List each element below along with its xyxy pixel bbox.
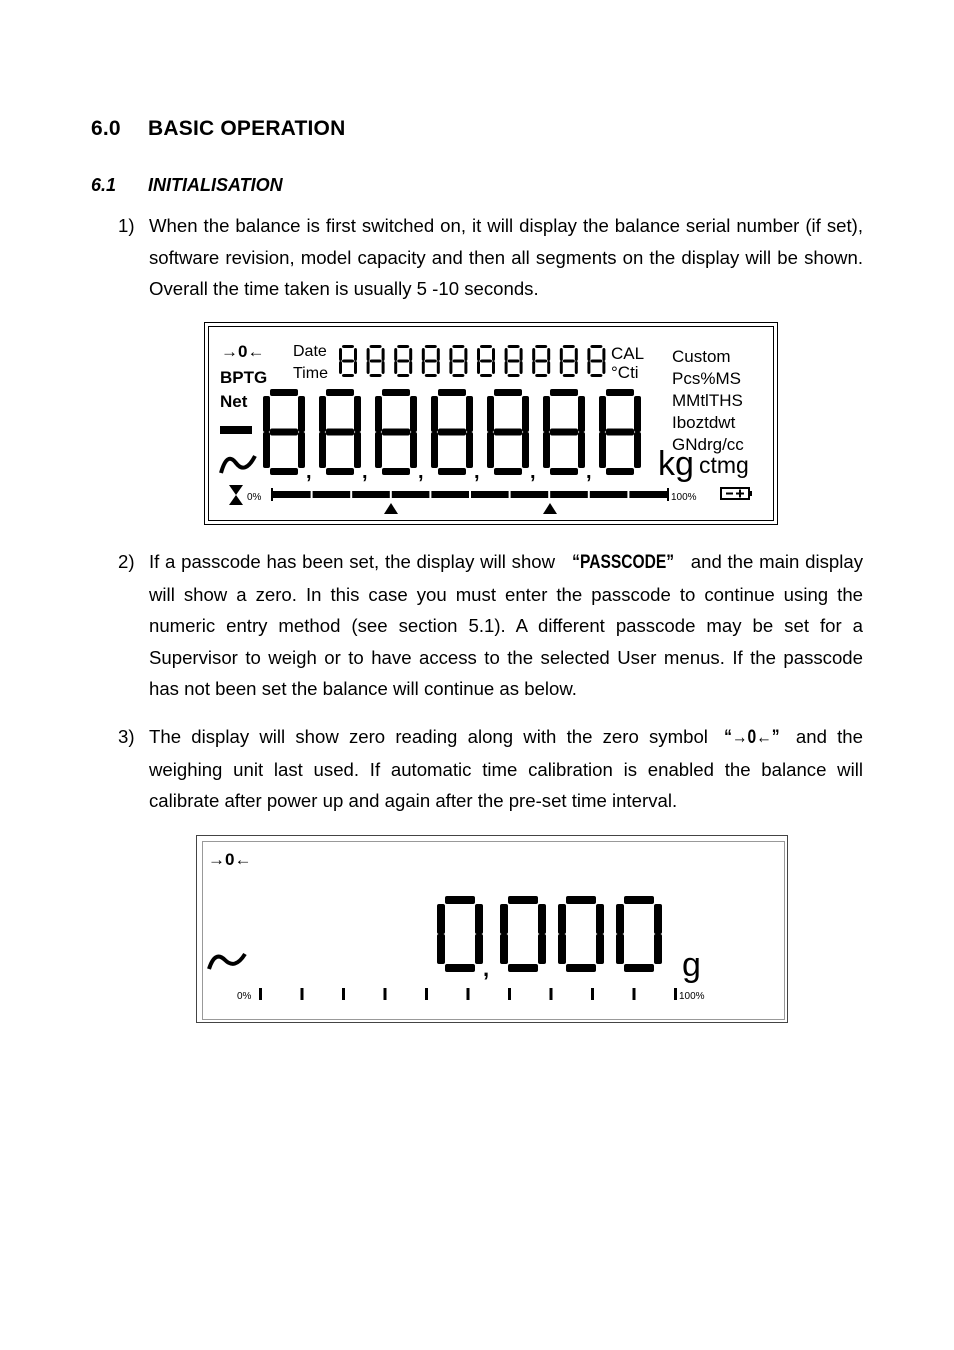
lcd-cti-label: °Cti (611, 363, 639, 382)
capacity-bar-tick (627, 488, 629, 501)
lcd-small-digit-8 (422, 345, 440, 377)
capacity-bar-ticks (259, 988, 677, 1000)
capacity-bar-tick (548, 488, 550, 501)
capacity-bar-tick (633, 988, 636, 1000)
capacity-bar-tick (301, 988, 304, 1000)
lcd-comma-mark: , (418, 461, 424, 483)
lcd-net-label: Net (220, 392, 248, 411)
list-item-text: If a passcode has been set, the display will show “PASSCODE” and the main display will show a zero. In this case you must enter the passcode to continue using the numeric entry method (see section 5.1). A different passcode may be set for a Supervisor to weigh or to have access to the selected User menus. If the passcode has not been set the balance will continue as below. (149, 546, 863, 705)
subsection-heading (91, 175, 283, 196)
lcd-small-digit-8 (394, 345, 412, 377)
stable-indicator-icon (209, 954, 245, 969)
lcd-zero-digit (558, 896, 604, 972)
lcd-unit-kg: kg (658, 445, 694, 483)
lcd-small-digit-8 (587, 345, 605, 377)
capacity-bar-tick (429, 488, 431, 501)
subsection-title: INITIALISATION (148, 175, 283, 195)
lcd-all-segments-figure (204, 322, 778, 525)
capacity-bar-tick (674, 988, 677, 1000)
lcd-pct100-label: 100% (671, 492, 697, 503)
lcd-small-digit-8 (449, 345, 467, 377)
lcd-small-digits (339, 345, 605, 377)
lcd-zero-reading-figure (196, 835, 788, 1023)
capacity-bar-tick (588, 488, 590, 501)
section-title: BASIC OPERATION (148, 117, 346, 140)
capacity-bar-tick (550, 988, 553, 1000)
subsection-number: 6.1 (91, 175, 117, 195)
lcd-comma-mark: , (586, 461, 592, 483)
capacity-bar-tick (667, 488, 669, 501)
lcd-decimal-comma: , (483, 956, 490, 981)
capacity-bar-tick (384, 988, 387, 1000)
lcd-zero-digit (616, 896, 662, 972)
list-item-3 (118, 721, 863, 817)
capacity-bar-tick (342, 988, 345, 1000)
lcd-main-digit-8 (375, 389, 417, 475)
capacity-bar-tick (259, 988, 262, 1000)
lcd-small-digit-8 (505, 345, 523, 377)
lcd-comma-mark: , (474, 461, 480, 483)
passcode-emphasis: “PASSCODE” (571, 552, 674, 573)
lcd-minus-sign (220, 426, 252, 434)
section-heading (91, 117, 345, 141)
lcd-zero-symbol: →0← (221, 342, 265, 361)
lcd-cal-label: CAL (611, 344, 645, 363)
lcd-bptg-label: BPTG (220, 368, 268, 387)
lcd-unit-custom: Custom (672, 347, 731, 366)
list-item-number: 3) (118, 726, 135, 747)
bar-marker-left (384, 503, 398, 514)
lcd-small-digit-8 (367, 345, 385, 377)
lcd-main-digit-8 (487, 389, 529, 475)
section-number: 6.0 (91, 117, 121, 140)
capacity-bar-tick (350, 488, 352, 501)
list-item-text: The display will show zero reading along with the zero symbol “→0←” and the weighing unit last used. If automatic time calibration is enabled the balance will calibrate after power up and again after the pre-set time interval. (149, 721, 863, 817)
lcd-comma-mark: , (306, 461, 312, 483)
lcd-unit-g: g (682, 946, 701, 984)
capacity-bar-tick (311, 488, 313, 501)
lcd-zero-digits (437, 896, 662, 981)
lcd-small-digit-8 (339, 345, 357, 377)
battery-icon (721, 488, 752, 499)
lcd-all-segments-drawing (205, 323, 779, 526)
lcd-comma-mark: , (362, 461, 368, 483)
capacity-bar (271, 488, 669, 501)
zero-symbol-emphasis: “→0←” (724, 727, 780, 748)
capacity-bar-tick (425, 988, 428, 1000)
lcd-unit-lboz: Iboztdwt (672, 413, 736, 432)
lcd-zero-symbol: →0← (208, 850, 252, 869)
lcd-comma-mark: , (530, 461, 536, 483)
stable-indicator-icon (221, 456, 255, 473)
lcd-unit-mmtl: MMtlTHS (672, 391, 743, 410)
list-item-2 (118, 546, 863, 705)
lcd-small-digit-8 (477, 345, 495, 377)
lcd-date-label: Date (293, 343, 327, 360)
capacity-bar-tick (271, 488, 273, 501)
lcd-zero-digit (437, 896, 483, 972)
lcd-small-digit-8 (560, 345, 578, 377)
capacity-bar-tick (469, 488, 471, 501)
bar-marker-right (543, 503, 557, 514)
capacity-bar-tick (509, 488, 511, 501)
lcd-unit-ctmg: ctmg (699, 452, 749, 478)
lcd-time-label: Time (293, 365, 328, 382)
lcd-main-digit-8 (263, 389, 305, 475)
lcd-main-digit-8 (431, 389, 473, 475)
lcd-pct0-label: 0% (247, 492, 262, 503)
list-item-text: When the balance is first switched on, it will display the balance serial number (if set), software revision, model capacity and then all segments on the display will be shown. Overall the time taken is usually 5 -10 seconds. (149, 215, 863, 299)
list-item-number: 2) (118, 551, 135, 572)
lcd-unit-gn: GNdrg/cc (672, 435, 744, 454)
lcd-main-digit-8 (319, 389, 361, 475)
capacity-bar-tick (467, 988, 470, 1000)
lcd-small-digit-8 (532, 345, 550, 377)
lcd-zero-digit (500, 896, 546, 972)
capacity-bar-tick (591, 988, 594, 1000)
lcd-pct0-label: 0% (237, 991, 252, 1002)
list-item-1 (118, 210, 863, 305)
lcd-main-digits (263, 389, 641, 483)
hourglass-icon (229, 485, 243, 505)
capacity-bar-tick (390, 488, 392, 501)
lcd-unit-pcs: Pcs%MS (672, 369, 741, 388)
lcd-main-digit-8 (543, 389, 585, 475)
lcd-zero-reading-drawing (197, 836, 789, 1024)
list-item-number: 1) (118, 215, 135, 236)
lcd-main-digit-8 (599, 389, 641, 475)
lcd-pct100-label: 100% (679, 991, 705, 1002)
capacity-bar-tick (508, 988, 511, 1000)
